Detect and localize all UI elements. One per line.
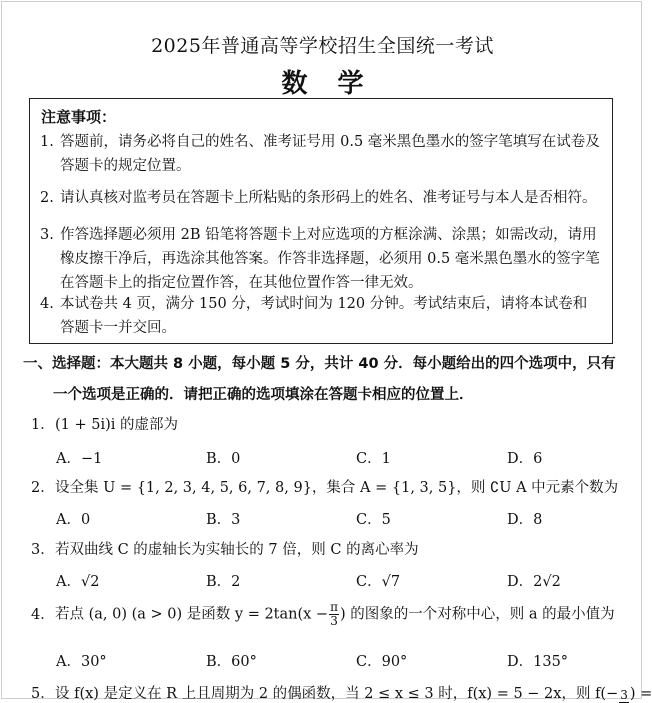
question-text: 若双曲线 C 的虚轴长为实轴长的 7 倍，则 C 的离心率为 bbox=[55, 542, 419, 558]
question-4-option-a: A．30° bbox=[56, 654, 107, 670]
section-heading-line2: 一个选项是正确的．请把正确的选项填涂在答题卡相应的位置上． bbox=[53, 387, 474, 403]
question-number: 4． bbox=[31, 606, 55, 623]
question-number: 5． bbox=[31, 686, 55, 702]
notice-item-text: 请认真核对监考员在答题卡上所粘贴的条形码上的姓名、准考证号与本人是否相符。 bbox=[60, 190, 597, 206]
notice-item bbox=[40, 130, 600, 178]
notice-title: 注意事项： bbox=[41, 108, 117, 126]
question-2-option-d: D．8 bbox=[507, 512, 543, 528]
question-1-option-b: B．0 bbox=[206, 451, 241, 467]
fraction bbox=[329, 601, 339, 628]
fraction bbox=[619, 689, 629, 703]
question-4-stem bbox=[31, 601, 615, 628]
question-3-option-c: C．√7 bbox=[356, 574, 401, 590]
notice-item-number: 1. bbox=[40, 134, 54, 150]
question-number: 1． bbox=[31, 417, 55, 433]
question-3-stem bbox=[31, 538, 419, 559]
exam-title: 2025年普通高等学校招生全国统一考试 bbox=[151, 35, 494, 57]
question-3-option-b: B．2 bbox=[206, 574, 241, 590]
question-1-option-d: D．6 bbox=[507, 451, 543, 467]
question-2-stem bbox=[31, 476, 618, 497]
notice-item-text: 本试卷共 4 页，满分 150 分，考试时间为 120 分钟。考试结束后，请将本试卷和答题卡一并交回。 bbox=[60, 296, 588, 336]
question-2-option-b: B．3 bbox=[206, 512, 241, 528]
section-heading bbox=[23, 349, 623, 411]
section-heading-line1: 一、选择题：本大题共 8 小题，每小题 5 分，共计 40 分．每小题给出的四个选项中，只有 bbox=[23, 356, 616, 372]
notice-box bbox=[29, 98, 613, 344]
question-3-option-a: A．√2 bbox=[56, 574, 100, 590]
question-text-before: 若点 (a, 0) (a > 0) 是函数 y = 2tan(x − bbox=[55, 606, 329, 623]
notice-item-number: 3. bbox=[40, 227, 54, 243]
question-text: 设全集 U = {1, 2, 3, 4, 5, 6, 7, 8, 9}，集合 A = {1, 3, 5}，则 ∁U A 中元素个数为 bbox=[55, 480, 619, 496]
question-text: (1 + 5i)i 的虚部为 bbox=[55, 417, 179, 433]
question-text-after: ) 的图象的一个对称中心，则 a 的最小值为 bbox=[339, 606, 615, 623]
question-number: 3． bbox=[31, 542, 55, 558]
question-4-option-b: B．60° bbox=[206, 654, 257, 670]
question-4-option-c: C．90° bbox=[356, 654, 408, 670]
question-3-option-d: D．2√2 bbox=[507, 574, 561, 590]
notice-item bbox=[40, 292, 600, 340]
question-2-option-a: A．0 bbox=[56, 512, 91, 528]
question-4-option-d: D．135° bbox=[507, 654, 569, 670]
question-1-option-a: A．−1 bbox=[56, 451, 103, 467]
notice-item-number: 2. bbox=[40, 190, 54, 206]
question-1-option-c: C．1 bbox=[356, 451, 391, 467]
notice-item-text: 作答选择题必须用 2B 铅笔将答题卡上对应选项的方框涂满、涂黑；如需改动，请用橡皮擦干净后，再选涂其他答案。作答非选择题，必须用 0.5 毫米黑色墨水的签字笔在答题卡上的指定位置作答，在其他位置作答一律无效。 bbox=[60, 227, 600, 291]
fraction-numerator: π bbox=[330, 600, 338, 614]
notice-item bbox=[40, 223, 600, 295]
question-text-before: 设 f(x) 是定义在 R 上且周期为 2 的偶函数，当 2 ≤ x ≤ 3 时，f(x) = 5 − 2x，则 f(− bbox=[55, 686, 619, 702]
fraction-denominator: 3 bbox=[330, 614, 338, 628]
question-2-option-c: C．5 bbox=[356, 512, 391, 528]
question-number: 2． bbox=[31, 480, 55, 496]
question-5-stem bbox=[31, 682, 652, 703]
question-1-stem bbox=[31, 413, 178, 434]
notice-item bbox=[40, 186, 600, 210]
question-text-after: ) = bbox=[629, 686, 652, 702]
fraction-numerator: 3 bbox=[620, 688, 628, 702]
notice-item-text: 答题前，请务必将自己的姓名、准考证号用 0.5 毫米黑色墨水的签字笔填写在试卷及答题卡的规定位置。 bbox=[60, 134, 600, 174]
subject-title: 数学 bbox=[281, 69, 394, 99]
notice-item-number: 4. bbox=[40, 296, 54, 312]
